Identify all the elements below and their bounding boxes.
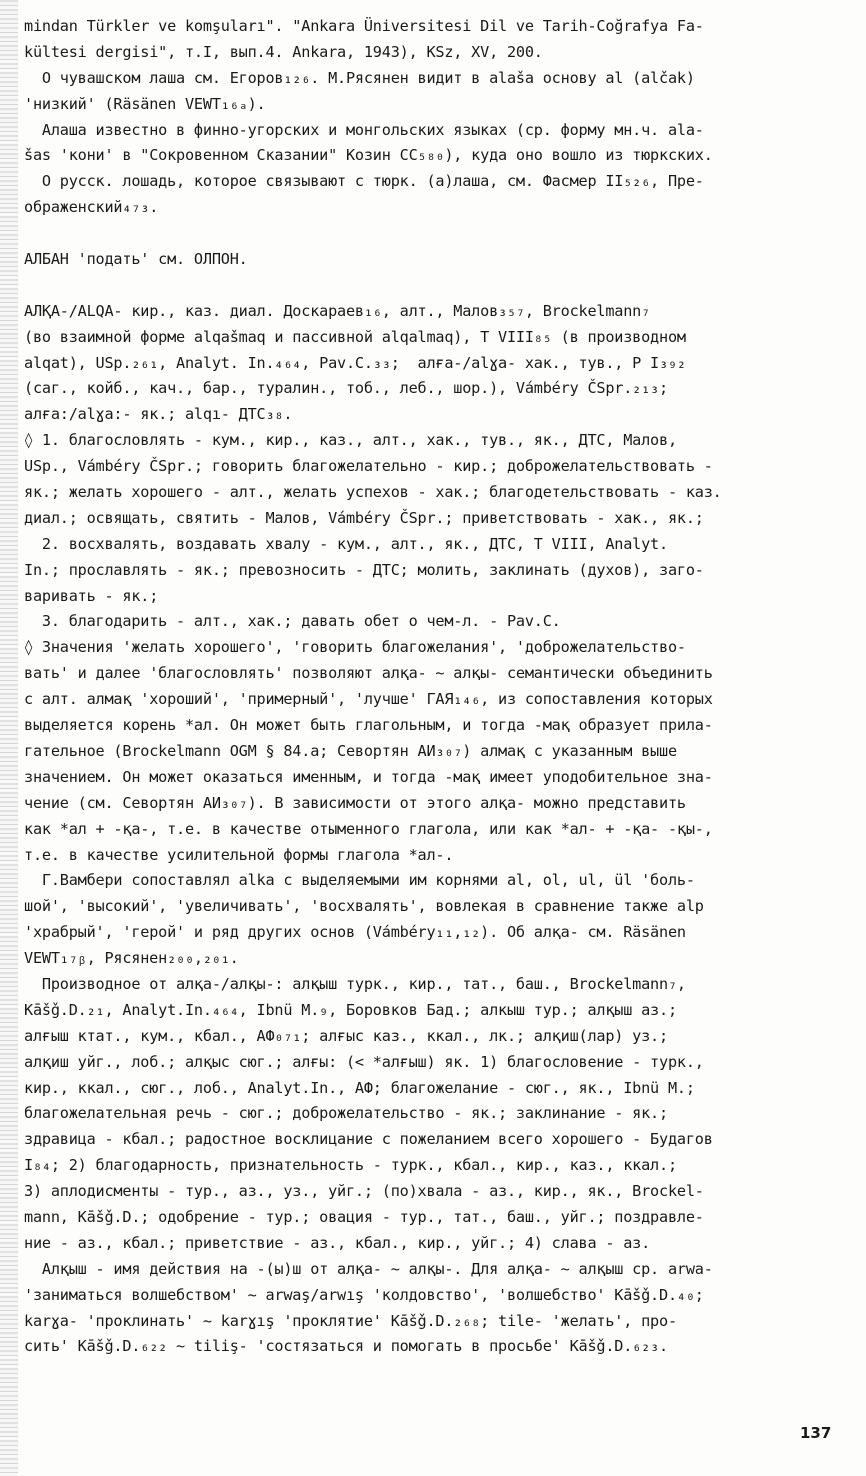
text-line: алғыш ктат., кум., кбал., АФ₀₇₁; алғыс каз., ккал., лк.; алқиш(лар) уз.; xyxy=(24,1026,668,1045)
text-line: 'низкий' (Räsänen VEWT₁₆ₐ). xyxy=(24,94,266,113)
text-line: mann, Kāšǧ.D.; одобрение - тур.; овация - тур., тат., баш., уйг.; поздравле- xyxy=(24,1207,704,1226)
text-line: алға:/alɣa:- як.; alqı- ДТС₃₈. xyxy=(24,405,293,424)
text-line: Алқыш - имя действия на -(ы)ш от алқа- ~ алқы-. Для алқа- ~ алқыш ср. arwa- xyxy=(24,1259,713,1278)
text-line: ◊ Значения 'желать хорошего', 'говорить благожелания', 'доброжелательство- xyxy=(24,638,686,657)
text-line: 2. восхвалять, воздавать хвалу - кум., алт., як., ДТС, Т VIII, Analyt. xyxy=(24,534,668,553)
text-line: О чувашском лаша см. Егоров₁₂₆. М.Рясянен видит в alaša основу al (alčak) xyxy=(24,68,695,87)
text-line: Г.Вамбери сопоставлял alka с выделяемыми им корнями al, ol, ul, ül 'боль- xyxy=(24,871,695,890)
text-line: (во взаимной форме alqašmaq и пассивной alqalmaq), Т VIII₈₅ (в производном xyxy=(24,327,686,346)
text-line: alqat), USp.₂₆₁, Analyt. In.₄₆₄, Pav.C.₃₃; алға-/alɣa- хак., тув., Р I₃₉₂ xyxy=(24,353,686,372)
text-line: АЛБАН 'подать' см. ОЛПОН. xyxy=(24,250,248,269)
text-line: вать' и далее 'благословлять' позволяют алқа- ~ алқы- семантически объединить xyxy=(24,664,713,683)
text-line: Производное от алқа-/алқы-: алқыш турк., кир., тат., баш., Brockelmann₇, xyxy=(24,974,686,993)
text-line: I₈₄; 2) благодарность, признательность - турк., кбал., кир., каз., ккал.; xyxy=(24,1156,677,1175)
text-line: (саг., койб., кач., бар., туралин., тоб., леб., шор.), Vámbéry ČSpr.₂₁₃; xyxy=(24,379,668,398)
text-line: кир., ккал., сюг., лоб., Analyt.In., АФ; благожелание - сюг., як., Ibnü M.; xyxy=(24,1078,695,1097)
text-line: шой', 'высокий', 'увеличивать', 'восхвалять', вовлекая в сравнение также alp xyxy=(24,897,704,916)
text-line: т.е. в качестве усилительной формы глагола *ал-. xyxy=(24,845,454,864)
text-line: благожелательная речь - сюг.; доброжелательство - як.; заклинание - як.; xyxy=(24,1104,668,1123)
text-line: karɣa- 'проклинать' ~ karɣış 'проклятие' Kāšǧ.D.₂₆₈; tile- 'желать', про- xyxy=(24,1311,677,1330)
text-line: VEWT₁₇ᵦ, Рясянен₂₀₀,₂₀₁. xyxy=(24,949,239,968)
text-line: 'храбрый', 'герой' и ряд других основ (Vámbéry₁₁,₁₂). Об алқа- см. Räsänen xyxy=(24,923,686,942)
text-line: АЛҚА-/ALQA- кир., каз. диал. Доскараев₁₆, алт., Малов₃₅₇, Brockelmann₇ xyxy=(24,301,651,320)
text-line: Kāšǧ.D.₂₁, Analyt.In.₄₆₄, Ibnü M.₉, Боровков Бад.; алкыш тур.; алқыш аз.; xyxy=(24,1000,677,1019)
text-line: ◊ 1. благословлять - кум., кир., каз., алт., хак., тув., як., ДТС, Малов, xyxy=(24,431,677,450)
text-line: kültesi dergisi", т.I, вып.4. Ankara, 1943), KSz, XV, 200. xyxy=(24,42,543,61)
blank-line xyxy=(24,221,844,247)
text-line: USp., Vámbéry ČSpr.; говорить благожелательно - кир.; доброжелательствовать - xyxy=(24,457,713,476)
text-line: чение (см. Севортян АИ₃₀₇). В зависимости от этого алқа- можно представить xyxy=(24,793,686,812)
text-line: In.; прославлять - як.; превозносить - ДТС; молить, заклинать (духов), заго- xyxy=(24,560,704,579)
text-line: ние - аз., кбал.; приветствие - аз., кбал., кир., уйг.; 4) слава - аз. xyxy=(24,1233,651,1252)
text-line: 3. благодарить - алт., хак.; давать обет о чем-л. - Pav.C. xyxy=(24,612,561,631)
text-line: Алаша известно в финно-угорских и монгольских языках (ср. форму мн.ч. ala- xyxy=(24,120,704,139)
text-line: диал.; освящать, святить - Малов, Vámbéry ČSpr.; приветствовать - хак., як.; xyxy=(24,508,704,527)
text-line: выделяется корень *ал. Он может быть глагольным, и тогда -мақ образует прила- xyxy=(24,716,713,735)
text-line: 3) аплодисменты - тур., аз., уз., уйг.; (по)хвала - аз., кир., як., Brockel- xyxy=(24,1182,704,1201)
text-line: значением. Он может оказаться именным, и тогда -мақ имеет уподобительное зна- xyxy=(24,767,713,786)
text-line: как *ал + -қа-, т.е. в качестве отыменного глагола, или как *ал- + -қа- -қы-, xyxy=(24,819,713,838)
text-line: ображенский₄₇₃. xyxy=(24,198,159,217)
text-line: с алт. алмақ 'хороший', 'примерный', 'лучше' ГАЯ₁₄₆, из сопоставления которых xyxy=(24,690,713,709)
text-line: mindan Türkler ve komşuları". "Ankara Üniversitesi Dil ve Tarih-Coğrafya Fa- xyxy=(24,17,704,35)
text-line: гательное (Brockelmann OGM § 84.a; Севортян АИ₃₀₇) алмақ с указанным выше xyxy=(24,741,677,760)
dictionary-entry-text xyxy=(24,14,844,1360)
scan-edge-decoration xyxy=(0,0,18,1476)
page-number: 137 xyxy=(800,1424,832,1442)
text-line: як.; желать хорошего - алт., желать успехов - хак.; благодетельствовать - каз. xyxy=(24,483,722,502)
text-line: сить' Kāšǧ.D.₆₂₂ ~ tiliş- 'состязаться и помогать в просьбе' Kāšǧ.D.₆₂₃. xyxy=(24,1337,668,1356)
text-line: šas 'кони' в "Сокровенном Сказании" Козин СС₅₈₀), куда оно вошло из тюркских. xyxy=(24,146,713,165)
text-line: здравица - кбал.; радостное восклицание с пожеланием всего хорошего - Будагов xyxy=(24,1130,713,1149)
text-line: алқиш уйг., лоб.; алқыс сюг.; алғы: (< *алғыш) як. 1) благословение - турк., xyxy=(24,1052,704,1071)
text-line: 'заниматься волшебством' ~ arwaş/arwış 'колдовство', 'волшебство' Kāšǧ.D.₄₀; xyxy=(24,1285,704,1304)
text-line: варивать - як.; xyxy=(24,586,159,605)
text-line: О русск. лошадь, которое связывают с тюрк. (а)лаша, см. Фасмер II₅₂₆, Пре- xyxy=(24,172,704,191)
blank-line xyxy=(24,273,844,299)
